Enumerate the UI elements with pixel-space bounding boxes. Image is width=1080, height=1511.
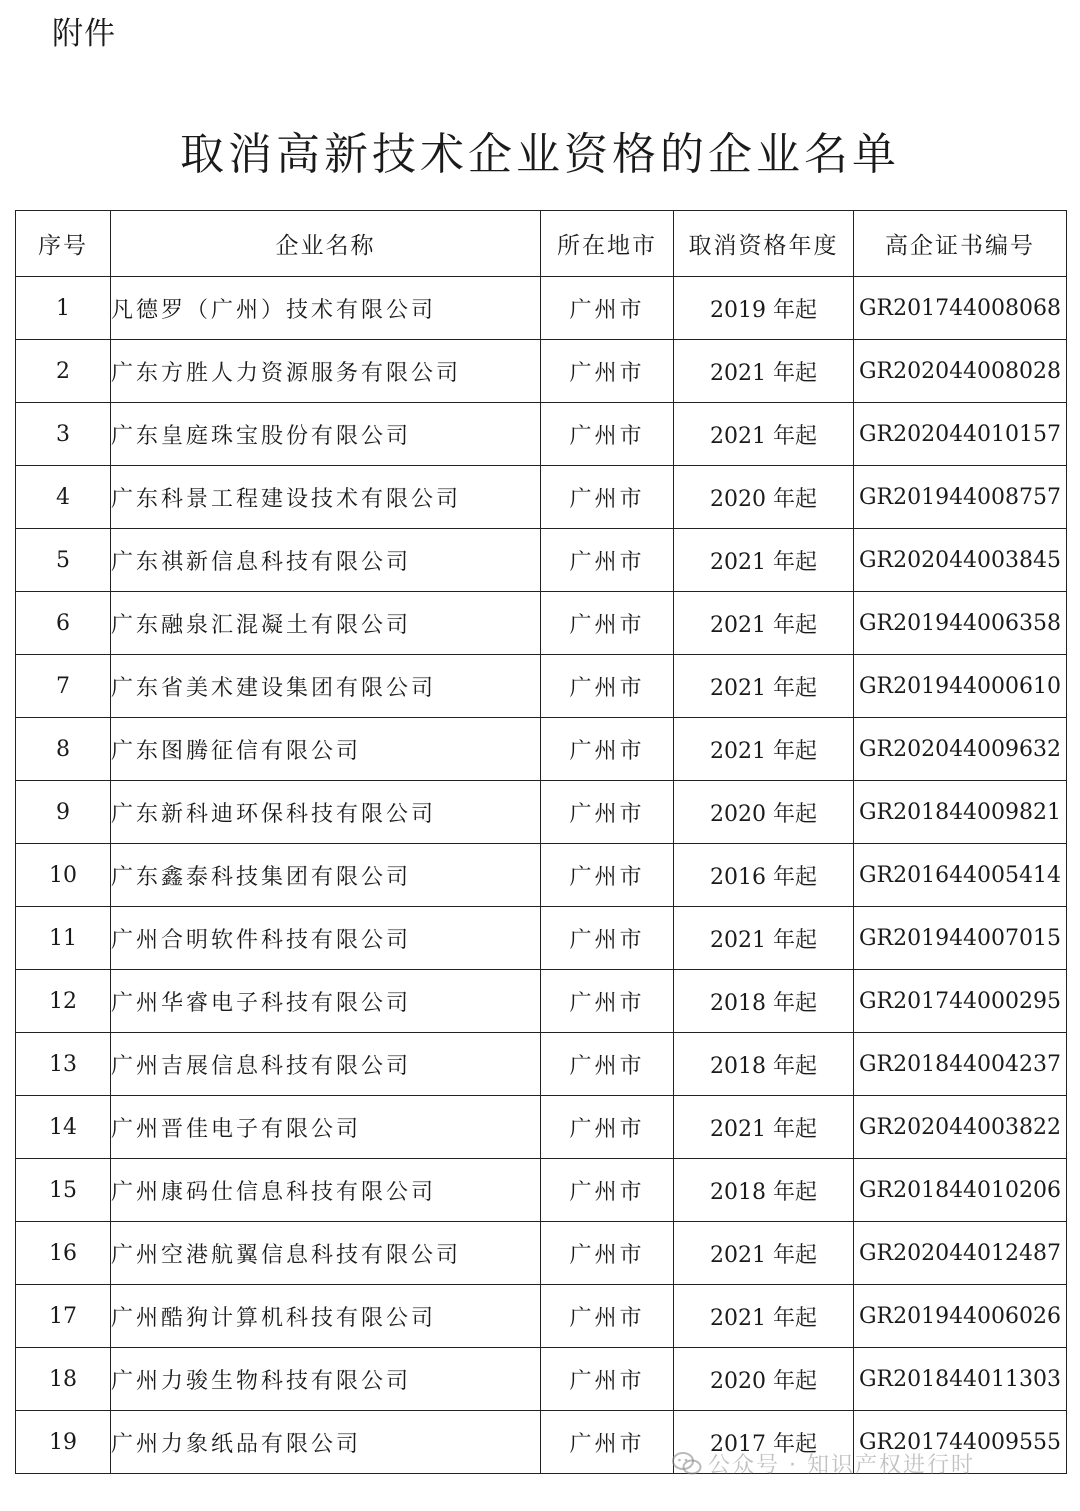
- cell-cert-number: GR202044003845: [854, 529, 1067, 592]
- cell-cert-number: GR201844010206: [854, 1159, 1067, 1222]
- cell-cancel-year: 2016 年起: [674, 844, 854, 907]
- cell-company-name: 广州合明软件科技有限公司: [111, 907, 541, 970]
- cell-city: 广州市: [541, 718, 674, 781]
- cell-cert-number: GR201844011303: [854, 1348, 1067, 1411]
- cell-cancel-year: 2020 年起: [674, 781, 854, 844]
- table-row: [16, 781, 1067, 844]
- cell-cancel-year: 2021 年起: [674, 1096, 854, 1159]
- cell-company-name: 广东融泉汇混凝土有限公司: [111, 592, 541, 655]
- table-row: [16, 655, 1067, 718]
- cell-cert-number: GR201744000295: [854, 970, 1067, 1033]
- table-row: [16, 277, 1067, 340]
- table-header: [16, 211, 1067, 277]
- cell-city: 广州市: [541, 907, 674, 970]
- cell-index: 18: [16, 1348, 111, 1411]
- cell-company-name: 广州酷狗计算机科技有限公司: [111, 1285, 541, 1348]
- cell-index: 11: [16, 907, 111, 970]
- cell-company-name: 广东皇庭珠宝股份有限公司: [111, 403, 541, 466]
- cell-cancel-year: 2021 年起: [674, 718, 854, 781]
- table-row: [16, 1348, 1067, 1411]
- cell-cert-number: GR201844009821: [854, 781, 1067, 844]
- cell-index: 12: [16, 970, 111, 1033]
- cell-cancel-year: 2018 年起: [674, 970, 854, 1033]
- cell-cert-number: GR202044003822: [854, 1096, 1067, 1159]
- cell-index: 9: [16, 781, 111, 844]
- table-row: [16, 907, 1067, 970]
- table-row: [16, 718, 1067, 781]
- cell-index: 13: [16, 1033, 111, 1096]
- cell-company-name: 广州康码仕信息科技有限公司: [111, 1159, 541, 1222]
- cell-city: 广州市: [541, 529, 674, 592]
- table-row: [16, 1096, 1067, 1159]
- cell-company-name: 广州空港航翼信息科技有限公司: [111, 1222, 541, 1285]
- cell-city: 广州市: [541, 1222, 674, 1285]
- cell-cancel-year: 2021 年起: [674, 907, 854, 970]
- enterprise-table: [15, 210, 1067, 1474]
- cell-city: 广州市: [541, 1033, 674, 1096]
- cell-company-name: 广州吉展信息科技有限公司: [111, 1033, 541, 1096]
- cell-company-name: 广东图腾征信有限公司: [111, 718, 541, 781]
- cell-city: 广州市: [541, 592, 674, 655]
- cell-cert-number: GR201644005414: [854, 844, 1067, 907]
- table-row: [16, 1222, 1067, 1285]
- table-row: [16, 466, 1067, 529]
- cell-cancel-year: 2019 年起: [674, 277, 854, 340]
- cell-index: 1: [16, 277, 111, 340]
- table-row: [16, 403, 1067, 466]
- wechat-icon: [672, 1451, 702, 1477]
- cell-cancel-year: 2021 年起: [674, 655, 854, 718]
- column-header-index: 序号: [16, 211, 111, 277]
- cell-index: 5: [16, 529, 111, 592]
- cell-cancel-year: 2018 年起: [674, 1033, 854, 1096]
- cell-cancel-year: 2021 年起: [674, 1222, 854, 1285]
- cell-company-name: 广州晋佳电子有限公司: [111, 1096, 541, 1159]
- table-row: [16, 529, 1067, 592]
- cell-city: 广州市: [541, 466, 674, 529]
- cell-cert-number: GR201944007015: [854, 907, 1067, 970]
- cell-index: 15: [16, 1159, 111, 1222]
- cell-index: 16: [16, 1222, 111, 1285]
- cell-company-name: 广东祺新信息科技有限公司: [111, 529, 541, 592]
- cell-cert-number: GR201744008068: [854, 277, 1067, 340]
- cell-index: 8: [16, 718, 111, 781]
- cell-city: 广州市: [541, 403, 674, 466]
- table-row: [16, 340, 1067, 403]
- cell-cert-number: GR202044012487: [854, 1222, 1067, 1285]
- cell-company-name: 广东新科迪环保科技有限公司: [111, 781, 541, 844]
- cell-city: 广州市: [541, 277, 674, 340]
- cell-index: 4: [16, 466, 111, 529]
- cell-company-name: 凡德罗（广州）技术有限公司: [111, 277, 541, 340]
- column-header-city: 所在地市: [541, 211, 674, 277]
- cell-index: 19: [16, 1411, 111, 1474]
- cell-cert-number: GR202044008028: [854, 340, 1067, 403]
- cell-cancel-year: 2018 年起: [674, 1159, 854, 1222]
- cell-cancel-year: 2021 年起: [674, 529, 854, 592]
- cell-company-name: 广州华睿电子科技有限公司: [111, 970, 541, 1033]
- cell-city: 广州市: [541, 781, 674, 844]
- cell-cert-number: GR201844004237: [854, 1033, 1067, 1096]
- table-body: [16, 277, 1067, 1474]
- cell-company-name: 广东方胜人力资源服务有限公司: [111, 340, 541, 403]
- cell-company-name: 广州力骏生物科技有限公司: [111, 1348, 541, 1411]
- cell-cancel-year: 2021 年起: [674, 340, 854, 403]
- cell-cert-number: GR202044010157: [854, 403, 1067, 466]
- header-row: [16, 211, 1067, 277]
- attachment-label: 附件: [52, 16, 116, 52]
- cell-company-name: 广东鑫泰科技集团有限公司: [111, 844, 541, 907]
- cell-cancel-year: 2020 年起: [674, 1348, 854, 1411]
- column-header-cert: 高企证书编号: [854, 211, 1067, 277]
- cell-city: 广州市: [541, 1348, 674, 1411]
- cell-city: 广州市: [541, 1159, 674, 1222]
- cell-city: 广州市: [541, 1096, 674, 1159]
- cell-cert-number: GR202044009632: [854, 718, 1067, 781]
- cell-index: 3: [16, 403, 111, 466]
- watermark-text: 公众号 · 知识产权进行时: [708, 1453, 975, 1478]
- cell-city: 广州市: [541, 340, 674, 403]
- table-row: [16, 1033, 1067, 1096]
- cell-company-name: 广州力象纸品有限公司: [111, 1411, 541, 1474]
- table-row: [16, 970, 1067, 1033]
- cell-index: 10: [16, 844, 111, 907]
- cell-cancel-year: 2021 年起: [674, 403, 854, 466]
- cell-cancel-year: 2021 年起: [674, 1285, 854, 1348]
- cell-cert-number: GR201944006026: [854, 1285, 1067, 1348]
- cell-city: 广州市: [541, 1285, 674, 1348]
- cell-company-name: 广东科景工程建设技术有限公司: [111, 466, 541, 529]
- table-row: [16, 592, 1067, 655]
- cell-cancel-year: 2017 年起: [674, 1411, 854, 1474]
- table-row: [16, 1159, 1067, 1222]
- cell-city: 广州市: [541, 970, 674, 1033]
- cell-cert-number: GR201944008757: [854, 466, 1067, 529]
- cell-cancel-year: 2020 年起: [674, 466, 854, 529]
- table-row: [16, 844, 1067, 907]
- cell-index: 14: [16, 1096, 111, 1159]
- watermark: [672, 1448, 975, 1479]
- column-header-year: 取消资格年度: [674, 211, 854, 277]
- table-row: [16, 1285, 1067, 1348]
- cell-city: 广州市: [541, 1411, 674, 1474]
- cell-cert-number: GR201944006358: [854, 592, 1067, 655]
- cell-city: 广州市: [541, 655, 674, 718]
- cell-cancel-year: 2021 年起: [674, 592, 854, 655]
- cell-index: 17: [16, 1285, 111, 1348]
- cell-index: 6: [16, 592, 111, 655]
- cell-city: 广州市: [541, 844, 674, 907]
- document-title: 取消高新技术企业资格的企业名单: [180, 129, 900, 180]
- cell-index: 2: [16, 340, 111, 403]
- cell-cert-number: GR201744009555: [854, 1411, 1067, 1474]
- cell-cert-number: GR201944000610: [854, 655, 1067, 718]
- cell-index: 7: [16, 655, 111, 718]
- column-header-company: 企业名称: [111, 211, 541, 277]
- cell-company-name: 广东省美术建设集团有限公司: [111, 655, 541, 718]
